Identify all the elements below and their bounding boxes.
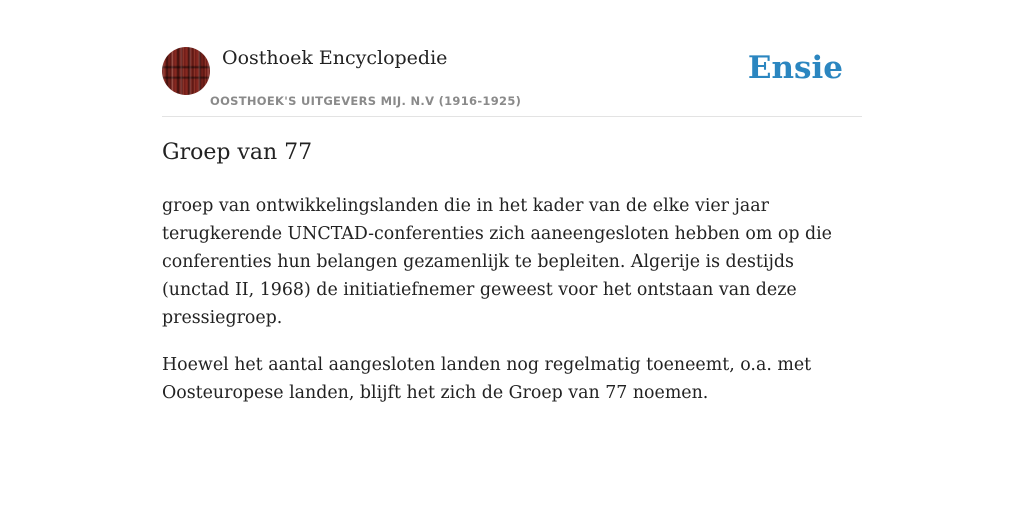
article-paragraph: Hoewel het aantal aangesloten landen nog regelmatig toeneemt, o.a. met Oosteuropese landen, blijft het zich de Groep van 77 noemen. <box>162 355 812 403</box>
encyclopedia-avatar[interactable] <box>162 47 210 95</box>
site-title[interactable]: Oosthoek Encyclopedie <box>222 47 448 69</box>
ensie-logo[interactable]: Ensie <box>747 50 843 86</box>
article-body <box>162 192 862 426</box>
publisher-label: OOSTHOEK'S UITGEVERS MIJ. N.V (1916-1925) <box>210 94 522 108</box>
article-paragraph: groep van ontwikkelingslanden die in het kader van de elke vier jaar terugkerende UNCTAD-conferenties zich aaneengesloten hebben om op die conferenties hun belangen gezamenlijk te bepleiten. Algerije is destijds (unctad II, 1968) de initiatiefnemer geweest voor het ontstaan van deze pressiegroep. <box>162 196 832 328</box>
article-title: Groep van 77 <box>162 140 313 165</box>
site-header <box>162 46 862 117</box>
books-icon <box>162 47 210 95</box>
